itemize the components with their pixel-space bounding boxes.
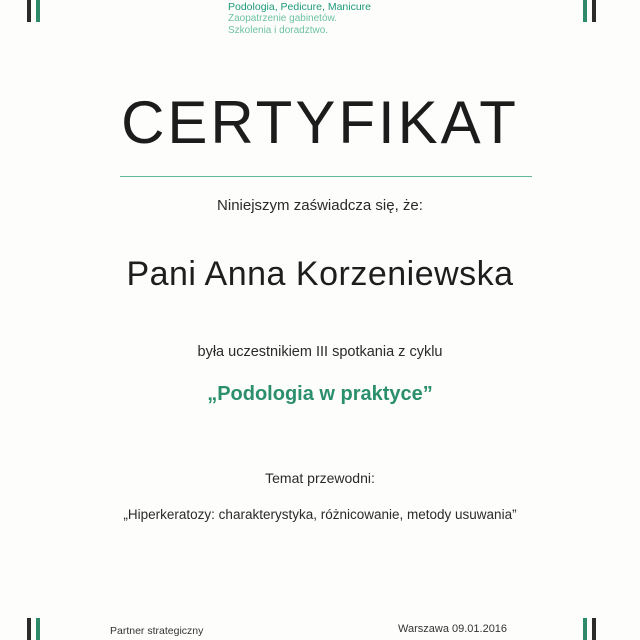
corner-bar-dark [592,618,596,640]
intro-text: Niniejszym zaświadcza się, że: [217,197,423,214]
corner-bar-dark [27,618,31,640]
place-date: Warszawa 09.01.2016 [398,623,508,635]
corner-bar-dark [592,0,596,22]
participation-text: była uczestnikiem III spotkania z cyklu [197,344,443,360]
topic-label: Temat przewodni: [265,470,375,486]
corner-bar-green [36,0,40,22]
topic-text: „Hiperkeratozy: charakterystyka, różnicowanie, metody usuwania” [123,507,517,522]
corner-bar-green [36,618,40,640]
header-supply: Zaopatrzenie gabinetów. [228,13,337,24]
corner-mark-bottom-right [583,618,596,640]
corner-mark-top-left [27,0,40,22]
partner-label: Partner strategiczny [110,625,204,637]
recipient-name: Pani Anna Korzeniewska [126,255,514,293]
title-divider [120,176,532,177]
corner-bar-green [583,0,587,22]
header-services: Podologia, Pedicure, Manicure [228,1,372,13]
cycle-name: „Podologia w praktyce” [207,383,433,405]
header-training: Szkolenia i doradztwo. [228,25,329,36]
corner-bar-green [583,618,587,640]
certificate-title: CERTYFIKAT [121,89,519,156]
company-header [228,1,371,37]
corner-bar-dark [27,0,31,22]
corner-mark-bottom-left [27,618,40,640]
corner-mark-top-right [583,0,596,22]
